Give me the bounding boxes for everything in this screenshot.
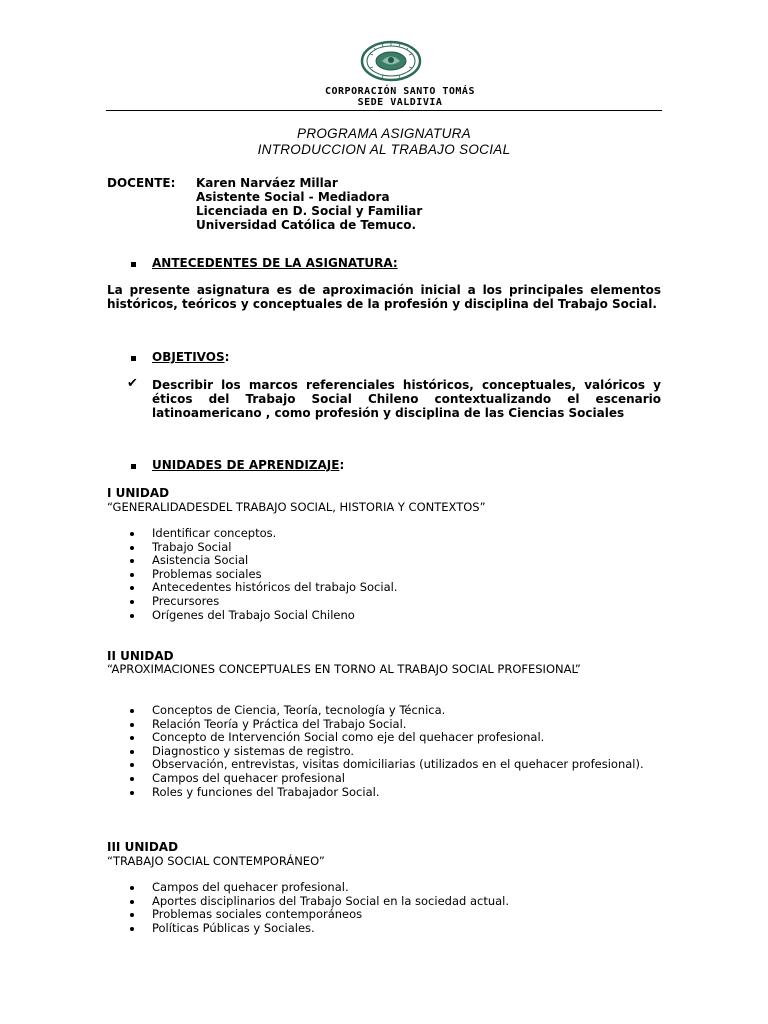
list-item: Precursores <box>130 595 397 609</box>
program-title: PROGRAMA ASIGNATURA <box>297 126 471 141</box>
list-item: Conceptos de Ciencia, Teoría, tecnología y Técnica. <box>130 704 662 718</box>
unidades-heading: UNIDADES DE APRENDIZAJE <box>152 458 340 472</box>
docente-role: Asistente Social - Mediadora <box>196 190 390 204</box>
objetivos-heading: OBJETIVOS <box>152 350 225 364</box>
list-item: Trabajo Social <box>130 541 397 555</box>
unit-3-topics <box>130 881 509 935</box>
list-item: Orígenes del Trabajo Social Chileno <box>130 609 397 623</box>
docente-university: Universidad Católica de Temuco. <box>196 218 417 232</box>
list-item: Campos del quehacer profesional <box>130 772 662 786</box>
docente-label: DOCENTE: <box>107 176 176 190</box>
header-divider <box>106 110 662 111</box>
antecedentes-text: La presente asignatura es de aproximación inicial a los principales elementos históricos, teóricos y conceptuales de la profesión y disciplina del Trabajo Social. <box>107 283 661 311</box>
seal-icon <box>360 40 422 82</box>
unit-2-subtitle: “APROXIMACIONES CONCEPTUALES EN TORNO AL TRABAJO SOCIAL PROFESIONAL” <box>107 662 581 676</box>
unidades-colon: : <box>339 458 345 472</box>
objetivo-item: Describir los marcos referenciales históricos, conceptuales, valóricos y éticos del Trabajo Social Chileno contextualizando el escenario latinoamericano , como profesión y disciplina de las Ciencias Sociales <box>152 378 661 420</box>
unit-1-subtitle: “GENERALIDADESDEL TRABAJO SOCIAL, HISTORIA Y CONTEXTOS” <box>107 500 486 514</box>
course-title: INTRODUCCION AL TRABAJO SOCIAL <box>257 142 511 157</box>
unit-1-topics <box>130 527 397 622</box>
objetivos-heading-row <box>152 350 229 364</box>
list-item: Políticas Públicas y Sociales. <box>130 922 509 936</box>
list-item: Concepto de Intervención Social como eje del quehacer profesional. <box>130 731 662 745</box>
list-item: Observación, entrevistas, visitas domiciliarias (utilizados en el quehacer profesional). <box>130 758 662 772</box>
list-item: Problemas sociales <box>130 568 397 582</box>
list-item: Problemas sociales contemporáneos <box>130 908 509 922</box>
antecedentes-heading: ANTECEDENTES DE LA ASIGNATURA: <box>152 256 398 270</box>
square-bullet-icon <box>131 356 136 361</box>
objetivos-colon: : <box>224 350 230 364</box>
list-item: Diagnostico y sistemas de registro. <box>130 745 662 759</box>
list-item: Roles y funciones del Trabajador Social. <box>130 786 662 800</box>
docente-name: Karen Narváez Millar <box>196 176 338 190</box>
list-item: Antecedentes históricos del trabajo Social. <box>130 581 397 595</box>
unit-2-topics <box>130 704 662 799</box>
list-item: Identificar conceptos. <box>130 527 397 541</box>
unit-2-title: II UNIDAD <box>107 649 174 663</box>
unit-1-title: I UNIDAD <box>107 486 170 500</box>
corporation-name: CORPORACIÓN SANTO TOMÁS <box>325 86 475 97</box>
institution-seal-logo <box>360 40 422 82</box>
checkmark-icon: ✔ <box>127 376 138 391</box>
unit-3-subtitle: “TRABAJO SOCIAL CONTEMPORÁNEO” <box>107 854 325 868</box>
square-bullet-icon <box>131 262 136 267</box>
square-bullet-icon <box>131 464 136 469</box>
list-item: Asistencia Social <box>130 554 397 568</box>
unidades-heading-row <box>152 458 344 472</box>
list-item: Relación Teoría y Práctica del Trabajo Social. <box>130 718 662 732</box>
docente-degree: Licenciada en D. Social y Familiar <box>196 204 423 218</box>
list-item: Aportes disciplinarios del Trabajo Social en la sociedad actual. <box>130 895 509 909</box>
list-item: Campos del quehacer profesional. <box>130 881 509 895</box>
campus-name: SEDE VALDIVIA <box>357 97 443 108</box>
unit-3-title: III UNIDAD <box>107 840 179 854</box>
